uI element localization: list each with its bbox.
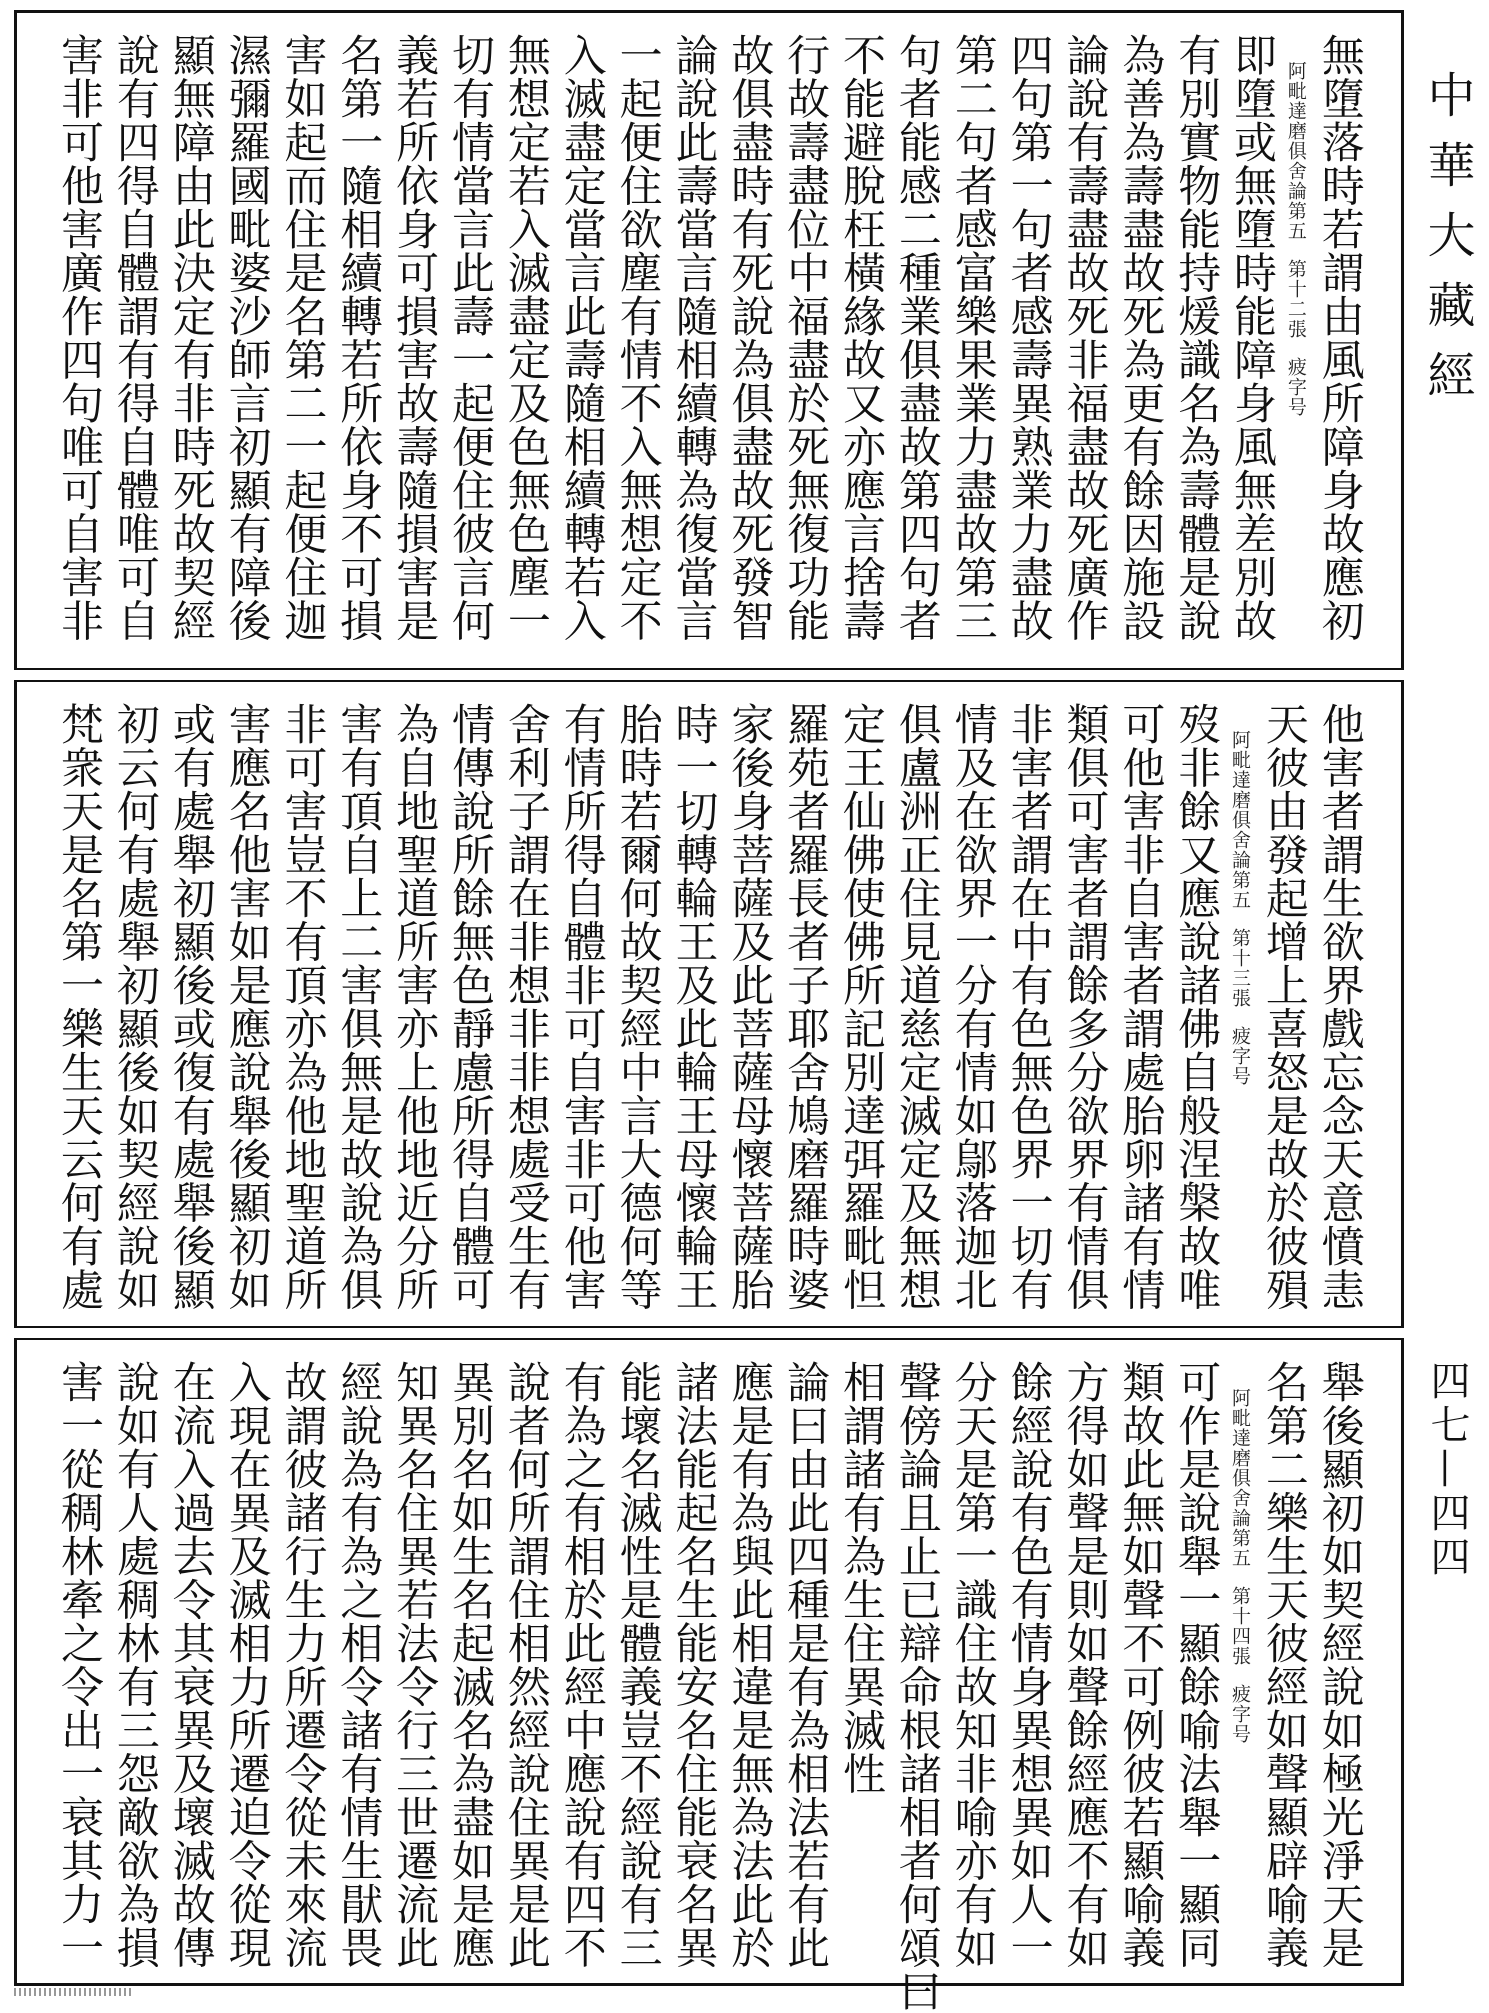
text-column: 胎時若爾何故契經中言大德何等: [612, 702, 663, 1311]
text-columns: [54, 1360, 1365, 2013]
character-number: 疲字号: [1229, 1684, 1252, 1744]
text-column: 類俱可害者謂餘多分欲界有情俱: [1059, 702, 1110, 1311]
text-column: 他害者謂生欲界戲忘念天意憤恚: [1314, 702, 1365, 1311]
text-column: 可作是說舉一顯餘喻法舉一顯同: [1171, 1360, 1222, 1969]
text-column: 義若所依身可損害故壽隨損害是: [389, 33, 440, 642]
text-column: 情及在欲界一分有情如鄔落迦北: [947, 702, 998, 1311]
text-column: 入現在異及滅相力所遷迫令從現: [221, 1360, 272, 1969]
text-column: 有別實物能持煖識名為壽體是說: [1171, 33, 1222, 642]
text-column: 定王仙佛使佛所記別達弭羅毗怛: [836, 702, 887, 1311]
text-column: 故謂彼諸行生力所遷令從未來流: [277, 1360, 328, 1969]
text-column: 句者能感二種業俱盡故第四句者: [891, 33, 942, 642]
sheet-number: 第十四張: [1229, 1586, 1252, 1666]
text-column: 或有處舉初顯後或復有處舉後顯: [165, 702, 216, 1311]
text-column: 天彼由發起增上喜怒是故於彼殞: [1258, 702, 1309, 1311]
text-column: 俱盧洲正住見道慈定滅定及無想: [891, 702, 942, 1311]
scripture-panel-bottom: [14, 1338, 1404, 2013]
sheet-number: 第十三張: [1229, 928, 1252, 1008]
text-column: 相謂諸有為生住異滅性: [836, 1360, 887, 1795]
text-column: 家後身菩薩及此菩薩母懷菩薩胎: [724, 702, 775, 1311]
text-column: 初云何有處舉初顯後如契經說如: [109, 702, 160, 1311]
text-column: 名第一隨相續轉若所依身不可損: [333, 33, 384, 642]
text-column: 害如起而住是名第二一起便住迦: [277, 33, 328, 642]
text-column: 分天是第一識住故知非喻亦有如: [947, 1360, 998, 1969]
text-column: 為自地聖道所害亦上他地近分所: [389, 702, 440, 1311]
panel-header: [1229, 702, 1252, 1310]
text-column: 能壞名滅性是體義豈不經說有三: [612, 1360, 663, 1969]
text-column: 入滅盡定當言此壽隨相續轉若入: [556, 33, 607, 642]
sutra-title: 阿毗達磨俱舍論第五: [1284, 61, 1307, 241]
sutra-title: 阿毗達磨俱舍論第五: [1229, 1388, 1252, 1568]
text-column: 害應名他害如是應說舉後顯初如: [221, 702, 272, 1311]
text-column: 可他害非自害者謂處胎卵諸有情: [1115, 702, 1166, 1311]
text-column: 論說有壽盡故死非福盡故死廣作: [1059, 33, 1110, 642]
text-column: 害非可他害廣作四句唯可自害非: [54, 33, 104, 642]
text-column: 濕彌羅國毗婆沙師言初顯有障後: [221, 33, 272, 642]
text-column: 方得如聲是則如聲餘經應不有如: [1059, 1360, 1110, 1969]
text-column: 情傳說所餘無色靜慮所得自體可: [445, 702, 496, 1311]
text-column: 知異名住異若法令行三世遷流此: [389, 1360, 440, 1969]
text-column: 梵衆天是名第一樂生天云何有處: [54, 702, 104, 1311]
text-column: 諸法能起名生能安名住能衰名異: [668, 1360, 719, 1969]
scan-artifact: [14, 1988, 134, 1996]
text-column: 舍利子謂在非想非非想處受生有: [500, 702, 551, 1311]
text-column: 羅苑者羅長者子耶舍鳩磨羅時婆: [780, 702, 831, 1311]
text-column: 故俱盡時有死說為俱盡故死發智: [724, 33, 775, 642]
scripture-panel-middle: [14, 680, 1404, 1328]
text-column: 說者何所謂住相然經說住異是此: [500, 1360, 551, 1969]
text-column: 名第二樂生天彼經如聲顯辟喻義: [1258, 1360, 1309, 1969]
text-column: 非可害豈不有頂亦為他地聖道所: [277, 702, 328, 1311]
sheet-number: 第十二張: [1284, 259, 1307, 339]
text-column: 一起便住欲塵有情不入無想定不: [612, 33, 663, 642]
text-column: 行故壽盡位中福盡於死無復功能: [780, 33, 831, 642]
text-column: 害有頂自上二害俱無是故說為俱: [333, 702, 384, 1311]
text-columns: [54, 33, 1365, 652]
text-column: 有為之有相於此經中應說有四不: [556, 1360, 607, 1969]
text-column: 論曰由此四種是有為相法若有此: [780, 1360, 831, 1969]
text-column: 害一從稠林牽之令出一衰其力一: [54, 1360, 104, 1969]
collection-title: 中華大藏經: [1419, 70, 1475, 420]
sutra-title: 阿毗達磨俱舍論第五: [1229, 730, 1252, 910]
character-number: 疲字号: [1229, 1026, 1252, 1086]
text-column: 說如有人處稠林有三怨敵欲為損: [109, 1360, 160, 1969]
panel-header: [1286, 33, 1305, 652]
text-column: 第二句者感富樂果業力盡故第三: [947, 33, 998, 642]
text-column: 不能避脫枉橫緣故又亦應言捨壽: [836, 33, 887, 642]
scripture-panel-top: [14, 10, 1404, 670]
text-column: 說有四得自體謂有得自體唯可自: [109, 33, 160, 642]
text-column: 餘經說有色有情身異想異如人一: [1003, 1360, 1054, 1969]
text-column: 舉後顯初如契經說如極光淨天是: [1314, 1360, 1365, 1969]
text-columns: [54, 702, 1365, 1311]
page-number: 四七—四四: [1424, 1360, 1470, 1580]
text-column: 非害者謂在中有色無色界一切有: [1003, 702, 1054, 1311]
text-column: 有情所得自體非可自害非可他害: [556, 702, 607, 1311]
text-column: 論說此壽當言隨相續轉為復當言: [668, 33, 719, 642]
text-column: 即墮或無墮時能障身風無差別故: [1227, 33, 1278, 642]
text-column: 顯無障由此決定有非時死故契經: [165, 33, 216, 642]
panel-header: [1229, 1360, 1252, 1967]
text-column: 為善為壽盡故死為更有餘因施設: [1115, 33, 1166, 642]
text-column: 歿非餘又應說諸佛自般涅槃故唯: [1171, 702, 1222, 1311]
text-column: 無墮落時若謂由風所障身故應初: [1314, 33, 1365, 642]
text-column: 聲傍論且止已辯命根諸相者何頌曰: [891, 1360, 942, 2013]
text-column: 切有情當言此壽一起便住彼言何: [445, 33, 496, 642]
text-column: 無想定若入滅盡定及色無色塵一: [500, 33, 551, 642]
text-column: 經說為有為之相令諸有情生猒畏: [333, 1360, 384, 1969]
text-column: 類故此無如聲不可例彼若顯喻義: [1115, 1360, 1166, 1969]
character-number: 疲字号: [1284, 357, 1307, 417]
text-column: 應是有為與此相違是無為法此於: [724, 1360, 775, 1969]
text-column: 時一切轉輪王及此輪王母懷輪王: [668, 702, 719, 1311]
text-column: 異別名如生名起滅名為盡如是應: [445, 1360, 496, 1969]
text-column: 四句第一句者感壽異熟業力盡故: [1003, 33, 1054, 642]
text-column: 在流入過去令其衰異及壞滅故傳: [165, 1360, 216, 1969]
